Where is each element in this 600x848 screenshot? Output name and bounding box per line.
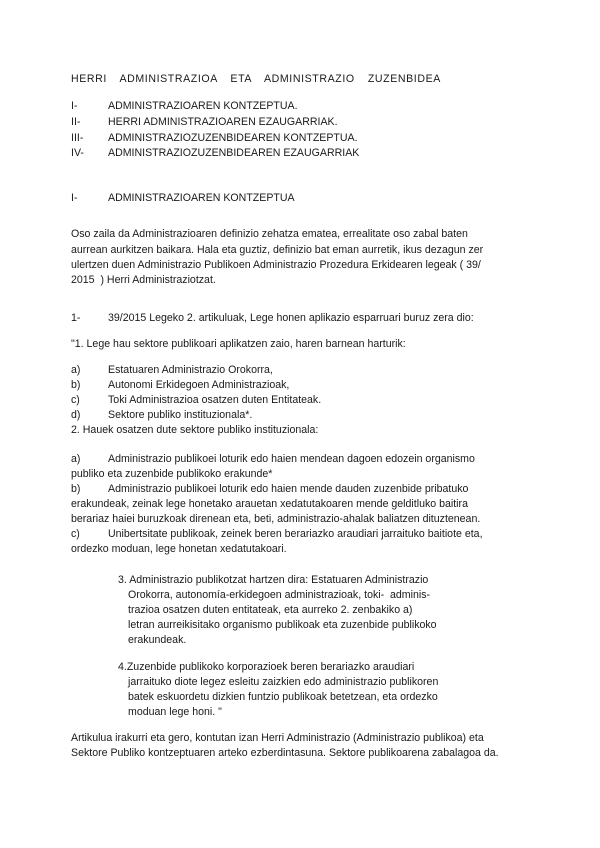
list-item-line: Unibertsitate publikoak, zeinek beren berariazko araudiari jarraituko baitiote eta,	[108, 528, 483, 540]
list-marker: a)	[71, 453, 81, 465]
list-item: Autonomi Erkidegoen Administrazioak,	[108, 379, 290, 391]
toc-item: ADMINISTRAZIOZUZENBIDEAREN KONTZEPTUA.	[108, 132, 358, 144]
list-item: Toki Administrazioa osatzen duten Entitateak.	[108, 394, 322, 406]
list-item: Estatuaren Administrazio Orokorra,	[108, 364, 273, 376]
paragraph-line: Artikulua irakurri eta gero, kontutan izan Herri Administrazio (Administrazio publikoa) eta	[71, 732, 484, 744]
paragraph-line: aurrean aurkitzen baikara. Hala eta guztiz, definizio bat eman aurretik, ikus dezagun zer	[71, 244, 484, 256]
document-title: HERRI ADMINISTRAZIOA ETA ADMINISTRAZIO ZUZENBIDEA	[71, 73, 441, 85]
list-marker: b)	[71, 379, 81, 391]
list-item-line: Administrazio publikoei loturik edo haien mendean dagoen edozein organismo	[108, 453, 475, 465]
toc-item: ADMINISTRAZIOAREN KONTZEPTUA.	[108, 100, 298, 112]
list-marker: a)	[71, 364, 81, 376]
paragraph-line: ulertzen duen Administrazio Publikoen Administrazio Prozedura Erkidearen legeak ( 39/	[71, 259, 481, 271]
list-item-line: ordezko moduan, lege honetan xedatutakoari.	[71, 543, 287, 555]
toc-number: IV-	[71, 147, 84, 159]
list-item-line: erakundeak, zeinak lege honetako arauetan xedatutakoaren mende gelditluko baitira	[71, 498, 468, 510]
list-marker: b)	[71, 483, 81, 495]
paragraph-line: 3. Administrazio publikotzat hartzen dira: Estatuaren Administrazio	[118, 574, 429, 586]
item-number: 1-	[71, 312, 81, 324]
list-item-line: publiko eta zuzenbide publikoko erakunde*	[71, 468, 273, 480]
paragraph-line: trazioa osatzen duten entitateak, eta aurreko 2. zenbakiko a)	[128, 604, 413, 616]
paragraph-line: moduan lege honi. "	[128, 706, 222, 718]
point-two: 2. Hauek osatzen dute sektore publiko instituzionala:	[71, 424, 319, 436]
paragraph-line: 4.Zuzenbide publikoko korporazioek beren berariazko araudiari	[118, 661, 415, 673]
paragraph-line: letran aurreikisitako organismo publikoak eta zuzenbide publikoko	[128, 619, 437, 631]
section-number: I-	[71, 192, 78, 204]
list-item-line: berariaz haiei buruzkoak direnean eta, beti, administrazio-ahalak baliatzen dituztenean.	[71, 513, 481, 525]
list-marker: c)	[71, 528, 80, 540]
quote-start: "1. Lege hau sektore publikoari aplikatzen zaio, haren barnean harturik:	[71, 338, 406, 350]
paragraph-line: Sektore Publiko kontzeptuaren arteko ezberdintasuna. Sektore publikoarena zabalagoa da.	[71, 747, 499, 759]
toc-item: ADMINISTRAZIOZUZENBIDEAREN EZAUGARRIAK	[108, 147, 360, 159]
paragraph-line: Orokorra, autonomía-erkidegoen administrazioak, toki- adminis-	[128, 589, 431, 601]
toc-item: HERRI ADMINISTRAZIOAREN EZAUGARRIAK.	[108, 116, 338, 128]
list-marker: d)	[71, 409, 81, 421]
toc-number: II-	[71, 116, 81, 128]
paragraph-line: 2015 ) Herri Administraziotzat.	[71, 274, 216, 286]
section-heading: ADMINISTRAZIOAREN KONTZEPTUA	[108, 192, 295, 204]
list-item-line: Administrazio publikoei loturik edo haien mende dauden zuzenbide pribatuko	[108, 483, 469, 495]
toc-number: I-	[71, 100, 78, 112]
paragraph-line: erakundeak.	[128, 634, 187, 646]
list-marker: c)	[71, 394, 80, 406]
paragraph-line: batek eskuordetu dizkien funtzio publikoak betetzean, eta ordezko	[128, 691, 438, 703]
paragraph-line: jarraituko diote legez esleitu zaizkien edo administrazio publikoren	[128, 676, 439, 688]
toc-number: III-	[71, 132, 84, 144]
paragraph-line: Oso zaila da Administrazioaren definizio zehatza ematea, errealitate oso zabal baten	[71, 228, 468, 240]
item-text: 39/2015 Legeko 2. artikuluak, Lege honen aplikazio esparruari buruz zera dio:	[108, 312, 474, 324]
list-item: Sektore publiko instituzionala*.	[108, 409, 253, 421]
